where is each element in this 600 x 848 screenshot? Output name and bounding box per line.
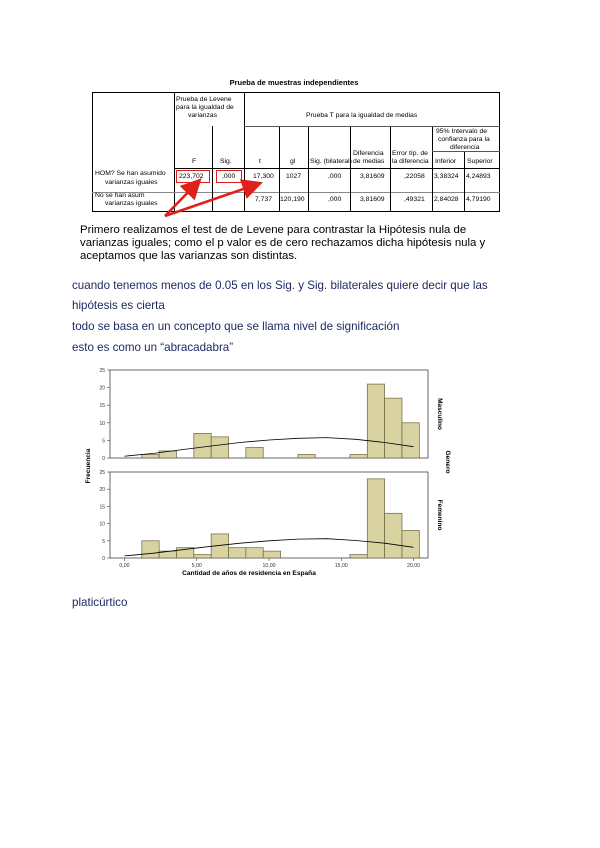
histogram-bar bbox=[402, 530, 419, 558]
histogram-bar bbox=[385, 398, 402, 458]
col-gl: gl bbox=[290, 158, 296, 165]
col-t: t bbox=[259, 158, 261, 165]
row1-err: ,22058 bbox=[404, 173, 425, 180]
row1-gl: 1027 bbox=[286, 173, 302, 180]
row2-t: 7,737 bbox=[255, 196, 273, 203]
y-tick-label: 10 bbox=[99, 420, 105, 427]
row2-err: ,49321 bbox=[404, 196, 425, 203]
col-sig: Sig. bbox=[220, 158, 232, 165]
histogram-bar bbox=[367, 479, 384, 558]
y-tick-label: 20 bbox=[99, 487, 105, 494]
y-tick-label: 0 bbox=[102, 556, 105, 562]
note-line-1: cuando tenemos menos de 0.05 en los Sig. y Sig. bilaterales quiere decir que las bbox=[72, 279, 488, 292]
histogram-bar bbox=[246, 447, 263, 458]
y-tick-label: 25 bbox=[99, 470, 105, 476]
row1-dif: 3,81609 bbox=[360, 173, 385, 180]
y-tick-label: 25 bbox=[99, 368, 105, 374]
histogram-bar bbox=[229, 548, 246, 558]
histogram-chart bbox=[82, 362, 452, 584]
x-tick-label: 15,00 bbox=[334, 563, 348, 569]
row1-sig-bilateral: ,000 bbox=[328, 173, 342, 180]
row1-sup: 4,24893 bbox=[466, 173, 491, 180]
histogram-bar bbox=[350, 555, 367, 558]
y-tick-label: 15 bbox=[99, 504, 105, 511]
histogram-bar bbox=[142, 454, 159, 458]
row1-f: 223,702 bbox=[179, 173, 204, 180]
col-err-1: Error típ. de bbox=[392, 150, 428, 157]
row2-label-2: varianzas iguales bbox=[105, 200, 158, 207]
y-tick-label: 5 bbox=[102, 538, 105, 545]
note-line-2: hipótesis es cierta bbox=[72, 299, 165, 312]
ci-header-3: diferencia bbox=[450, 144, 480, 151]
levene-header-3: varianzas bbox=[188, 112, 218, 119]
y-tick-label: 10 bbox=[99, 521, 105, 528]
histogram-bar bbox=[350, 454, 367, 458]
levene-header-2: para la igualdad de bbox=[176, 104, 234, 111]
histogram-bar bbox=[263, 551, 280, 558]
histogram-bar bbox=[142, 541, 159, 558]
col-sig-bilateral: Sig. (bilateral) bbox=[310, 158, 352, 165]
y-tick-label: 15 bbox=[99, 403, 105, 410]
x-tick-label: 5,00 bbox=[191, 563, 202, 569]
x-tick-label: 20,00 bbox=[407, 563, 421, 569]
col-inf: Inferior bbox=[435, 158, 457, 165]
note-line-3: todo se basa en un concepto que se llama nivel de significación bbox=[72, 320, 400, 333]
row2-gl: 120,190 bbox=[280, 196, 305, 203]
row2-sig-bilateral: ,000 bbox=[328, 196, 342, 203]
ci-header-1: 95% Intervalo de bbox=[436, 128, 488, 135]
table-title: Prueba de muestras independientes bbox=[229, 78, 359, 87]
ttest-header: Prueba T para la igualdad de medias bbox=[306, 112, 418, 119]
histogram-bar bbox=[194, 433, 211, 458]
col-f: F bbox=[192, 158, 197, 165]
panel-label-femenino: Femenino bbox=[436, 499, 443, 531]
row1-sig: ,000 bbox=[222, 173, 236, 180]
histogram-bar bbox=[246, 548, 263, 558]
histogram-bar bbox=[194, 555, 211, 558]
note-line-5: platicúrtico bbox=[72, 596, 128, 609]
histogram-bar bbox=[211, 437, 228, 458]
row2-dif: 3,81609 bbox=[360, 196, 385, 203]
row1-t: 17,300 bbox=[253, 173, 274, 180]
levene-header-1: Prueba de Levene bbox=[176, 96, 232, 103]
panel-label-masculino: Masculino bbox=[436, 398, 443, 430]
histogram-bar bbox=[367, 384, 384, 458]
group-label: Genero bbox=[444, 450, 451, 474]
x-tick-label: 0,00 bbox=[119, 563, 130, 569]
note-line-4: esto es como un “abracadabra” bbox=[72, 341, 234, 354]
y-tick-label: 5 bbox=[102, 438, 105, 445]
row1-label-1: HOM? Se han asumido bbox=[95, 170, 166, 177]
col-dif-2: de medias bbox=[353, 158, 385, 165]
explanation-paragraph: Primero realizamos el test de de Levene para contrastar la Hipótesis nula de varianzas iguales; como el p valor es de cero rechazamos dicha hipótesis nula y aceptamos que las varianzas son distintas. bbox=[80, 224, 486, 262]
histogram-bar bbox=[385, 513, 402, 558]
x-tick-label: 10,00 bbox=[262, 563, 276, 569]
y-tick-label: 0 bbox=[102, 456, 105, 462]
row2-label-1: No se han asum bbox=[95, 192, 145, 199]
ci-header-2: confianza para la bbox=[438, 136, 490, 143]
row2-sup: 4,79190 bbox=[466, 196, 491, 203]
x-axis-label: Cantidad de años de residencia en España bbox=[182, 570, 316, 577]
col-err-2: la diferencia bbox=[392, 158, 429, 165]
row1-label-2: varianzas iguales bbox=[105, 179, 158, 186]
y-tick-label: 20 bbox=[99, 385, 105, 392]
histogram-bar bbox=[298, 454, 315, 458]
col-dif-1: Diferencia bbox=[353, 150, 384, 157]
y-axis-label: Frecuencia bbox=[85, 448, 92, 484]
row1-inf: 3,38324 bbox=[434, 173, 459, 180]
row2-inf: 2,84028 bbox=[434, 196, 459, 203]
histogram-bar bbox=[402, 423, 419, 458]
col-sup: Superior bbox=[467, 158, 493, 165]
